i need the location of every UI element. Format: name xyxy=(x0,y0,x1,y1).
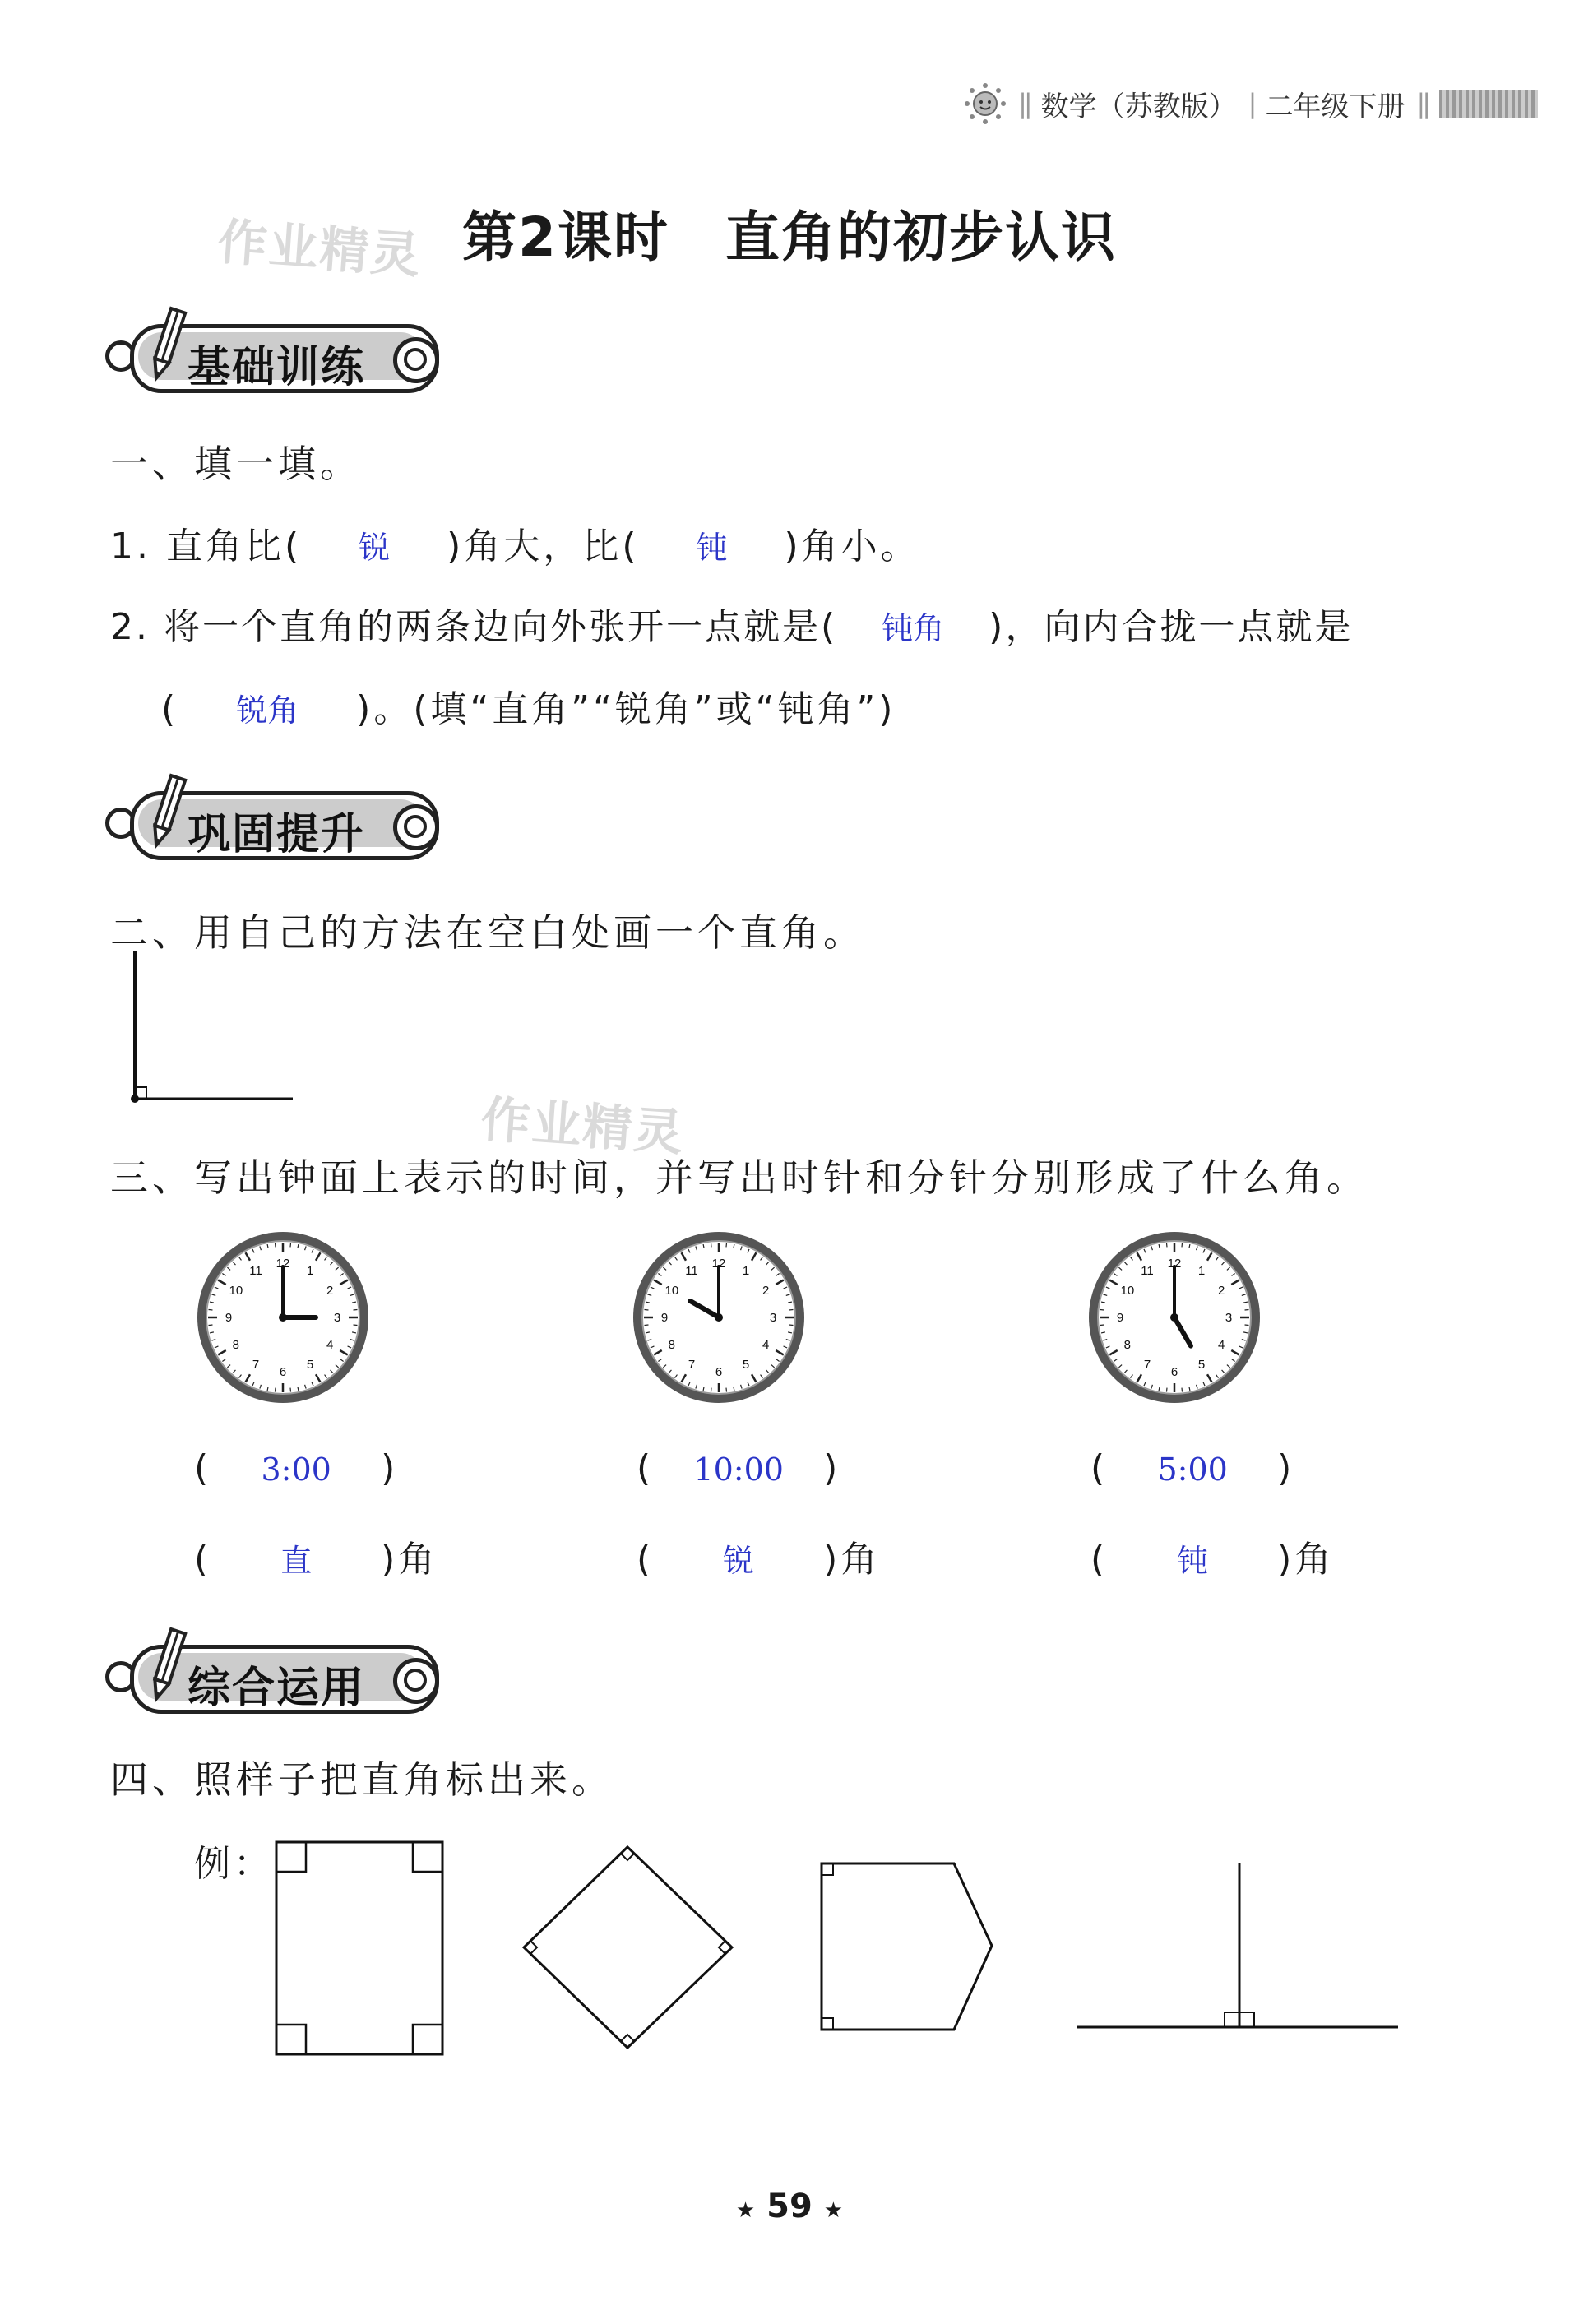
page-header xyxy=(964,82,1538,125)
clock-tick xyxy=(290,1388,291,1392)
pencil-icon xyxy=(143,306,192,385)
section-title: 巩固提升 xyxy=(188,810,366,859)
clock-numeral: 1 xyxy=(306,1263,314,1278)
clock-numeral: 3 xyxy=(333,1311,341,1325)
clock-numeral: 4 xyxy=(326,1338,334,1352)
pencil-icon xyxy=(143,773,192,852)
clock-tick xyxy=(1182,1388,1183,1392)
clock-tick xyxy=(726,1243,727,1247)
clock-time-row xyxy=(1090,1447,1294,1489)
clock-numeral: 7 xyxy=(688,1358,696,1373)
clock-angle-row xyxy=(1090,1530,1334,1582)
clock-tick xyxy=(1245,1309,1249,1310)
clock-numeral: 10 xyxy=(1120,1284,1135,1298)
answer-field[interactable]: 锐角 xyxy=(236,692,299,729)
watermark: 作业精灵 xyxy=(479,1090,687,1163)
paren: ( xyxy=(637,1539,655,1581)
clock-tick xyxy=(275,1388,276,1392)
pentagon-shape xyxy=(822,1863,992,2030)
section-title: 基础训练 xyxy=(188,343,366,392)
paren: ( xyxy=(194,1539,212,1581)
clock-tick xyxy=(275,1243,276,1247)
item-text: )。(填“直角”“锐角”或“钝角”) xyxy=(356,688,896,730)
clock-numeral: 3 xyxy=(769,1311,777,1325)
clock-numeral: 4 xyxy=(762,1338,770,1352)
header-divider: || xyxy=(1018,88,1030,119)
paren: ( xyxy=(1090,1447,1109,1489)
question-1-heading: 一、填一填。 xyxy=(110,442,362,486)
clock-tick xyxy=(1166,1243,1167,1247)
clock-face xyxy=(1086,1229,1263,1406)
clock-time-row xyxy=(194,1447,398,1489)
clock-face xyxy=(194,1229,372,1406)
tag-ring xyxy=(393,337,439,383)
clock-numeral: 5 xyxy=(1197,1358,1206,1373)
example-rectangle xyxy=(276,1842,442,2054)
clock-numeral: 1 xyxy=(1197,1263,1206,1278)
clock-time-row xyxy=(637,1447,840,1489)
clock-tick xyxy=(790,1325,794,1326)
question-4-heading: 四、照样子把直角标出来。 xyxy=(110,1757,614,1802)
clock-numeral: 5 xyxy=(742,1358,750,1373)
lesson-title: 第2课时 直角的初步认识 xyxy=(462,206,1117,269)
clock-center xyxy=(715,1313,723,1322)
right-angle-figures xyxy=(0,1809,1579,2089)
example-label: 例： xyxy=(194,1843,273,1885)
angle-answer[interactable]: 锐 xyxy=(723,1543,755,1579)
perpendicular-lines xyxy=(1077,1863,1398,2027)
angle-suffix: )角 xyxy=(381,1539,438,1581)
paren: ) xyxy=(381,1447,399,1489)
clock-tick xyxy=(208,1309,212,1310)
question-1-item-2-line-2 xyxy=(161,679,896,732)
clock-tick xyxy=(208,1325,212,1326)
clock-numeral: 7 xyxy=(1143,1358,1151,1373)
clock-tick xyxy=(644,1325,648,1326)
clock-tick xyxy=(1182,1243,1183,1247)
item-number: 1. xyxy=(110,525,151,567)
clock-numeral: 5 xyxy=(306,1358,314,1373)
item-text: )，向内合拢一点就是 xyxy=(989,606,1354,648)
question-2-heading: 二、用自己的方法在空白处画一个直角。 xyxy=(110,910,865,955)
time-answer[interactable]: 3:00 xyxy=(261,1451,331,1488)
clock-numeral: 4 xyxy=(1217,1338,1225,1352)
time-answer[interactable]: 10:00 xyxy=(693,1451,784,1488)
clock-center xyxy=(279,1313,287,1322)
angle-suffix: )角 xyxy=(1277,1539,1335,1581)
clock-numeral: 8 xyxy=(1123,1338,1132,1352)
header-strip xyxy=(1439,90,1538,118)
section-tag-apply xyxy=(105,1627,451,1717)
star-icon: ★ xyxy=(823,2198,844,2223)
clock-numeral: 6 xyxy=(279,1365,287,1379)
tag-ring xyxy=(393,1658,439,1704)
clock-numeral: 12 xyxy=(1167,1257,1182,1271)
clock-numeral: 10 xyxy=(664,1284,679,1298)
clock-numeral: 8 xyxy=(232,1338,240,1352)
clock-numeral: 1 xyxy=(742,1263,750,1278)
question-1-item-1 xyxy=(110,516,920,569)
page-number xyxy=(0,2187,1579,2225)
clock-numeral: 12 xyxy=(711,1257,726,1271)
clock-tick xyxy=(1166,1388,1167,1392)
header-divider: | xyxy=(1248,88,1254,119)
answer-field[interactable]: 钝角 xyxy=(882,610,945,646)
header-subject: 数学（苏教版） xyxy=(1040,90,1237,123)
pencil-icon xyxy=(143,1627,192,1706)
clock-tick xyxy=(726,1388,727,1392)
answer-field[interactable]: 钝 xyxy=(696,530,728,566)
clock-numeral: 9 xyxy=(1116,1311,1124,1325)
clock-numeral: 7 xyxy=(252,1358,260,1373)
clock-numeral: 8 xyxy=(668,1338,676,1352)
clock-tick xyxy=(290,1243,291,1247)
paren: ( xyxy=(1090,1539,1109,1581)
page-number-value: 59 xyxy=(766,2187,813,2225)
item-number: 2. xyxy=(110,606,150,648)
clock-tick xyxy=(1245,1325,1249,1326)
clock-numeral: 2 xyxy=(762,1284,770,1298)
header-grade: 二年级下册 xyxy=(1265,90,1405,123)
clock-numeral: 10 xyxy=(229,1284,243,1298)
item-text: ( xyxy=(161,688,179,730)
paren: ( xyxy=(194,1447,212,1489)
item-text: )角小。 xyxy=(784,525,920,567)
sun-icon xyxy=(964,82,1007,125)
question-3-heading: 三、写出钟面上表示的时间，并写出时针和分针分别形成了什么角。 xyxy=(110,1155,1368,1200)
item-text: )角大，比( xyxy=(447,525,640,567)
header-divider: || xyxy=(1416,88,1428,119)
clock-tick xyxy=(354,1309,358,1310)
time-answer[interactable]: 5:00 xyxy=(1157,1451,1228,1488)
clock-tick xyxy=(354,1325,358,1326)
paren: ( xyxy=(637,1447,655,1489)
star-icon: ★ xyxy=(735,2198,756,2223)
clock-angle-row xyxy=(194,1530,438,1582)
clock-angle-row xyxy=(637,1530,880,1582)
section-tag-consolidate xyxy=(105,773,451,863)
clock-numeral: 9 xyxy=(660,1311,669,1325)
clock-tick xyxy=(1100,1309,1104,1310)
clock-numeral: 9 xyxy=(225,1311,233,1325)
clock-numeral: 11 xyxy=(1141,1263,1154,1278)
clock-tick xyxy=(790,1309,794,1310)
clock-numeral: 2 xyxy=(326,1284,334,1298)
item-text: 将一个直角的两条边向外张开一点就是( xyxy=(163,606,838,648)
answer-field[interactable]: 锐 xyxy=(359,530,391,566)
angle-answer[interactable]: 直 xyxy=(280,1543,313,1579)
clock-numeral: 11 xyxy=(249,1263,262,1278)
paren: ) xyxy=(823,1447,841,1489)
drawn-right-angle[interactable] xyxy=(123,946,304,1110)
clock-face xyxy=(630,1229,808,1406)
clock-numeral: 3 xyxy=(1225,1311,1233,1325)
angle-answer[interactable]: 钝 xyxy=(1177,1543,1209,1579)
item-text: 直角比( xyxy=(165,525,303,567)
watermark: 作业精灵 xyxy=(215,213,424,285)
diamond-shape xyxy=(524,1847,732,2048)
angle-suffix: )角 xyxy=(823,1539,881,1581)
paren: ) xyxy=(1277,1447,1295,1489)
question-1-item-2-line-1 xyxy=(110,597,1353,650)
section-tag-basic xyxy=(105,306,451,396)
clock-numeral: 11 xyxy=(685,1263,698,1278)
clock-numeral: 6 xyxy=(715,1365,723,1379)
tag-ring xyxy=(393,804,439,850)
clock-numeral: 2 xyxy=(1217,1284,1225,1298)
section-title: 综合运用 xyxy=(188,1664,366,1713)
clock-numeral: 12 xyxy=(276,1257,290,1271)
clock-tick xyxy=(644,1309,648,1310)
clock-numeral: 6 xyxy=(1170,1365,1178,1379)
clock-center xyxy=(1170,1313,1178,1322)
clock-tick xyxy=(1100,1325,1104,1326)
